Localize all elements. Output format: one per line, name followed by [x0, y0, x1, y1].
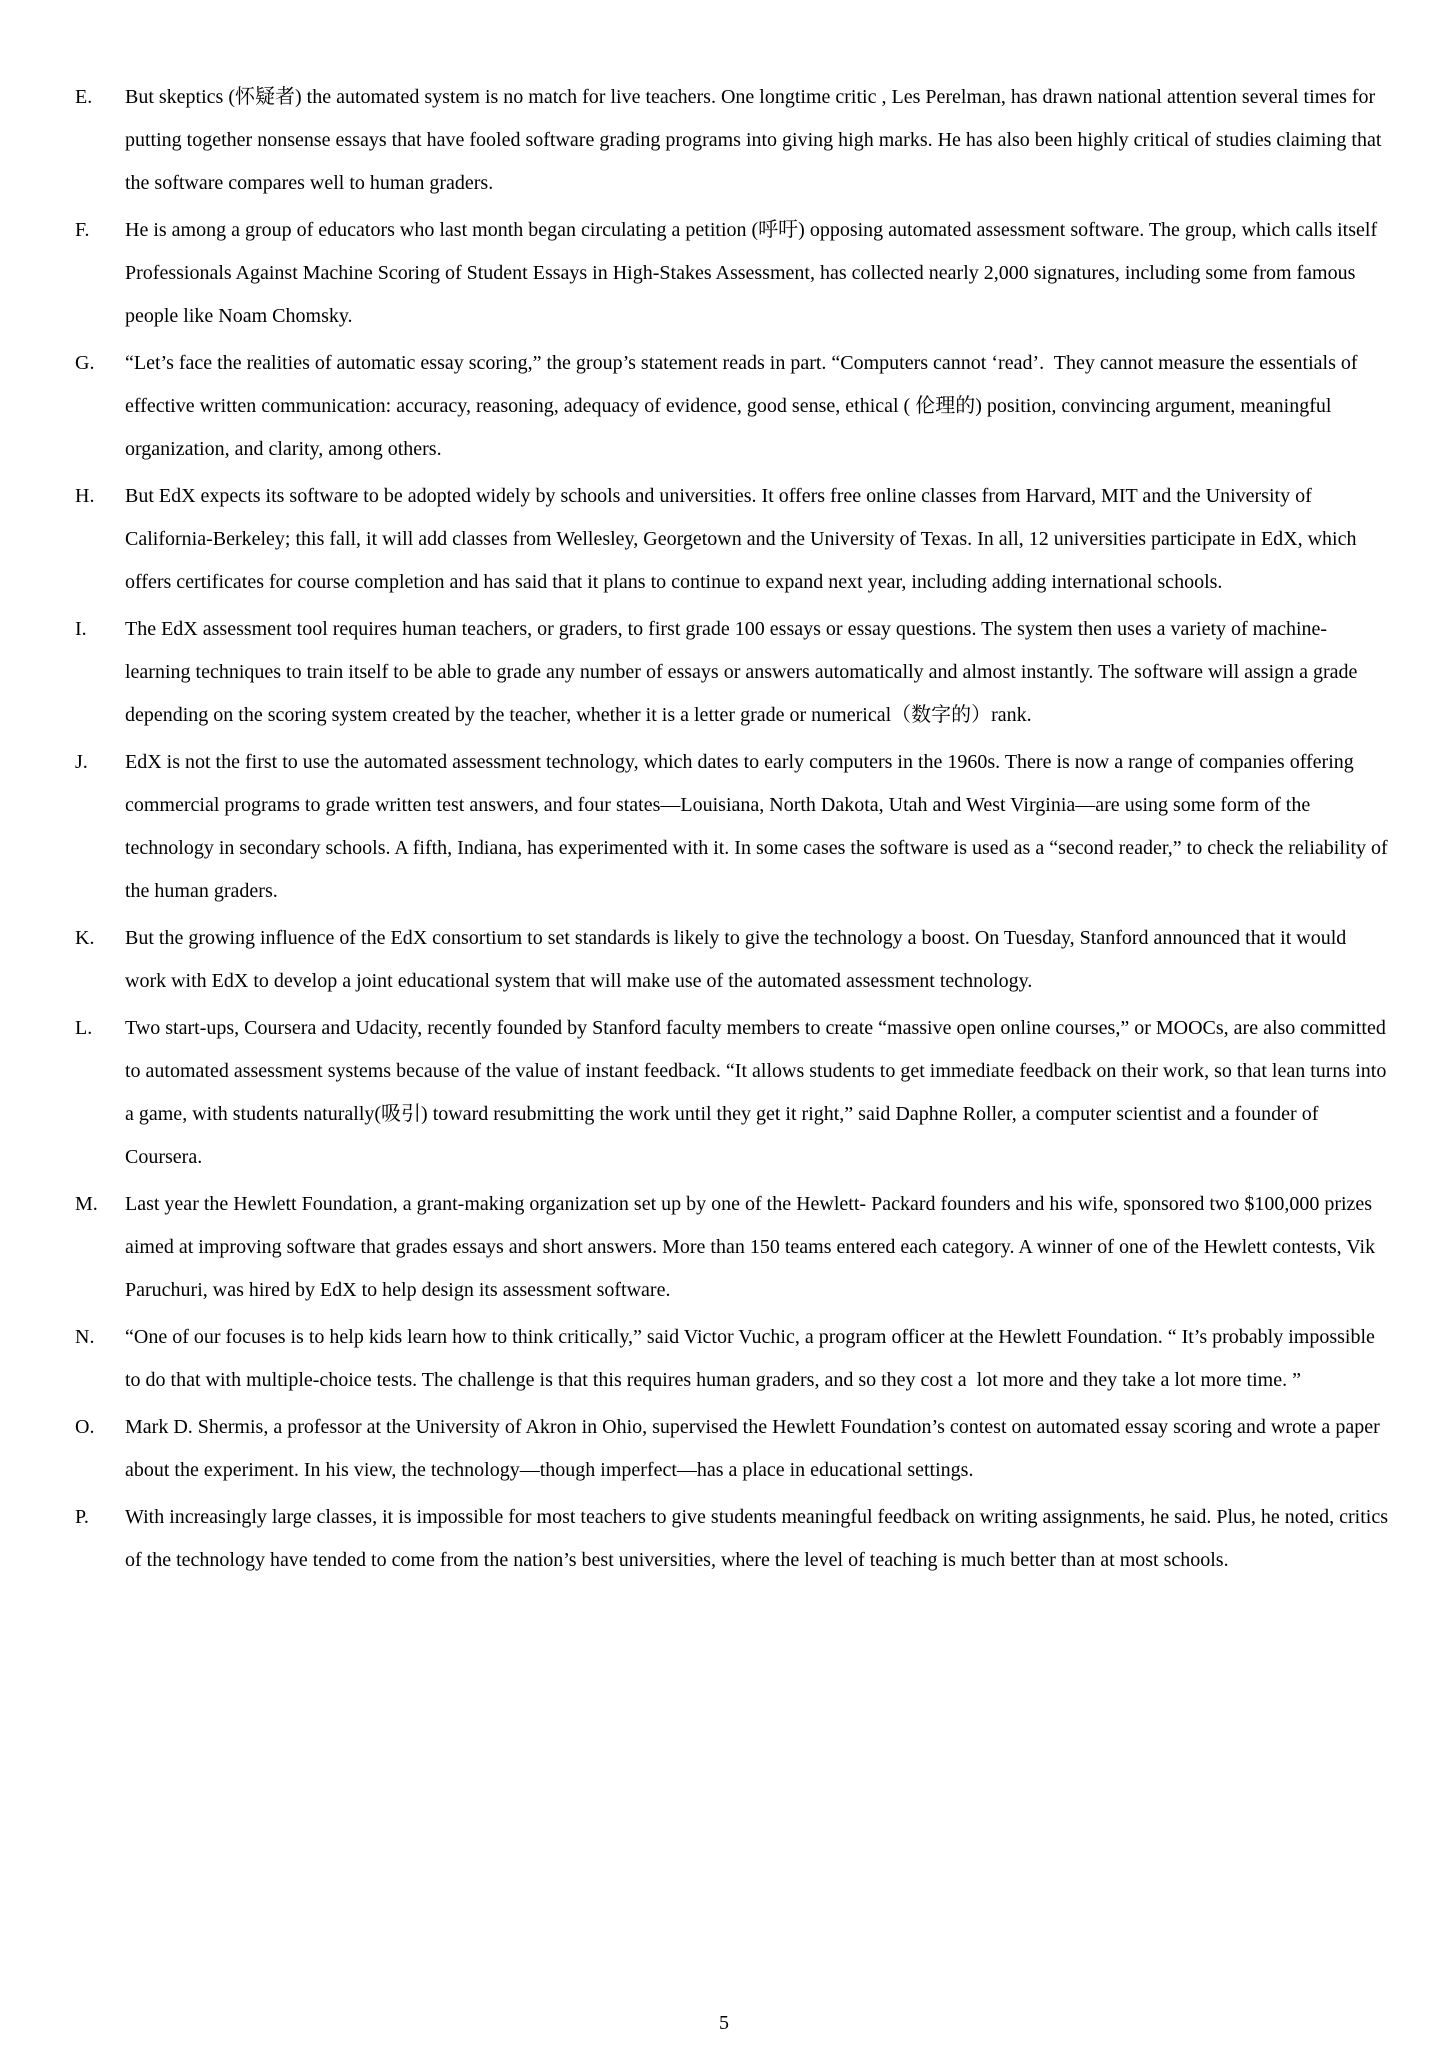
- paragraph-text: But EdX expects its software to be adopted widely by schools and universities. It offers free online classes from Harvard, MIT and the University of California-Berkeley; this fall, it will add classes from Wellesley, Georgetown and the University of Texas. In all, 12 universities participate in EdX, which offers certificates for course completion and has said that it plans to continue to expand next year, including adding international schools.: [125, 485, 1362, 593]
- paragraph-text: Two start-ups, Coursera and Udacity, recently founded by Stanford faculty members to create “massive open online courses,” or MOOCs, are also committed to automated assessment systems because of the value of instant feedback. “It allows students to get immediate feedback on their work, so that lean turns into a game, with students naturally(吸引) toward resubmitting the work until they get it right,” said Daphne Roller, a computer scientist and a founder of Coursera.: [125, 1017, 1392, 1168]
- paragraph-text: He is among a group of educators who last month began circulating a petition (呼吁) opposing automated assessment software. The group, which calls itself Professionals Against Machine Scoring of Student Essays in High-Stakes Assessment, has collected nearly 2,000 signatures, including some from famous people like Noam Chomsky.: [125, 219, 1383, 327]
- passage-paragraph: [75, 1183, 1390, 1312]
- paragraph-label: H.: [75, 485, 95, 507]
- paragraph-text: “One of our focuses is to help kids learn how to think critically,” said Victor Vuchic, a program officer at the Hewlett Foundation. “ It’s probably impossible to do that with multiple-choice tests. The challenge is that this requires human graders, and so they cost a lot more and they take a lot more time. ”: [125, 1326, 1380, 1391]
- passage-content: [75, 76, 1394, 1586]
- passage-paragraph: [75, 1007, 1390, 1179]
- passage-paragraph: [75, 209, 1390, 338]
- paragraph-text: “Let’s face the realities of automatic essay scoring,” the group’s statement reads in part. “Computers cannot ‘read’. They cannot measure the essentials of effective written communication: accuracy, reasoning, adequacy of evidence, good sense, ethical ( 伦理的) position, convincing argument, meaningful organization, and clarity, among others.: [125, 352, 1363, 460]
- paragraph-label: O.: [75, 1416, 95, 1438]
- passage-paragraph: [75, 741, 1393, 913]
- paragraph-text: The EdX assessment tool requires human teachers, or graders, to first grade 100 essays or essay questions. The system then uses a variety of machine-learning techniques to train itself to be able to grade any number of essays or answers automatically and almost instantly. The software will assign a grade depending on the scoring system created by the teacher, whether it is a letter grade or numerical（数字的）rank.: [125, 618, 1363, 726]
- passage-paragraph: [75, 1496, 1394, 1582]
- paragraph-label: E.: [75, 86, 93, 108]
- paragraph-label: M.: [75, 1193, 98, 1215]
- paragraph-label: P.: [75, 1506, 89, 1528]
- paragraph-label: L.: [75, 1017, 93, 1039]
- paragraph-label: K.: [75, 927, 95, 949]
- passage-paragraph: [75, 76, 1390, 205]
- paragraph-text: Mark D. Shermis, a professor at the University of Akron in Ohio, supervised the Hewlett Foundation’s contest on automated essay scoring and wrote a paper about the experiment. In his view, the technology—though imperfect—has a place in educational settings.: [125, 1416, 1385, 1481]
- paragraph-label: J.: [75, 751, 88, 773]
- paragraph-text: But the growing influence of the EdX consortium to set standards is likely to give the technology a boost. On Tuesday, Stanford announced that it would work with EdX to develop a joint educational system that will make use of the automated assessment technology.: [125, 927, 1352, 992]
- passage-list: [75, 76, 1394, 1582]
- paragraph-label: G.: [75, 352, 95, 374]
- passage-paragraph: [75, 1406, 1390, 1492]
- page-number: 5: [719, 2012, 729, 2034]
- paragraph-label: I.: [75, 618, 87, 640]
- passage-paragraph: [75, 917, 1390, 1003]
- paragraph-label: F.: [75, 219, 90, 241]
- paragraph-text: EdX is not the first to use the automated assessment technology, which dates to early computers in the 1960s. There is now a range of companies offering commercial programs to grade written test answers, and four states—Louisiana, North Dakota, Utah and West Virginia—are using some form of the technology in secondary schools. A fifth, Indiana, has experimented with it. In some cases the software is used as a “second reader,” to check the reliability of the human graders.: [125, 751, 1393, 902]
- paragraph-text: Last year the Hewlett Foundation, a grant-making organization set up by one of the Hewlett- Packard founders and his wife, sponsored two $100,000 prizes aimed at improving software that grades essays and short answers. More than 150 teams entered each category. A winner of one of the Hewlett contests, Vik Paruchuri, was hired by EdX to help design its assessment software.: [125, 1193, 1381, 1301]
- paragraph-text: With increasingly large classes, it is impossible for most teachers to give students meaningful feedback on writing assignments, he said. Plus, he noted, critics of the technology have tended to come from the nation’s best universities, where the level of teaching is much better than at most schools.: [125, 1506, 1394, 1571]
- passage-paragraph: [75, 608, 1390, 737]
- paragraph-text: But skeptics (怀疑者) the automated system is no match for live teachers. One longtime critic , Les Perelman, has drawn national attention several times for putting together nonsense essays that have fooled software grading programs into giving high marks. He has also been highly critical of studies claiming that the software compares well to human graders.: [125, 86, 1387, 194]
- passage-paragraph: [75, 1316, 1390, 1402]
- passage-paragraph: [75, 342, 1390, 471]
- passage-paragraph: [75, 475, 1390, 604]
- paragraph-label: N.: [75, 1326, 95, 1348]
